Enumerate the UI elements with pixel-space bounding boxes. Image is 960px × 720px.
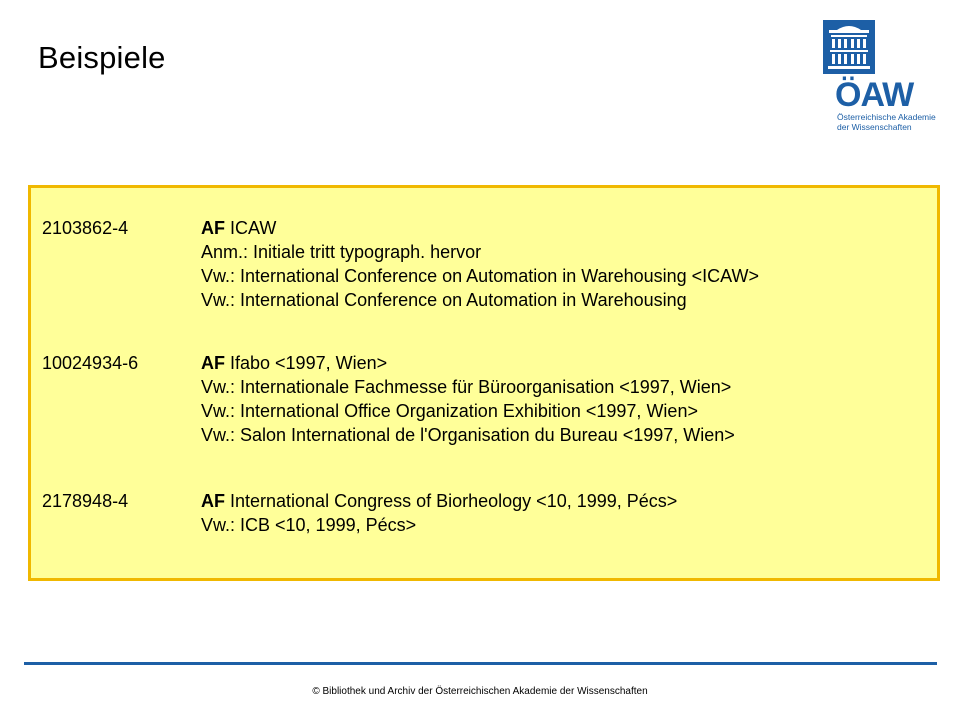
af-line — [201, 489, 677, 513]
logo-subtitle — [837, 112, 936, 132]
af-line — [201, 216, 759, 240]
footer-divider — [24, 662, 937, 665]
af-line — [201, 351, 735, 375]
af-keyword: AF — [201, 491, 225, 511]
page-title: Beispiele — [38, 40, 166, 75]
record-id: 10024934-6 — [42, 353, 139, 373]
logo-subtitle-line: Österreichische Akademie — [837, 112, 936, 122]
logo-wordmark: ÖAW — [835, 76, 914, 114]
building-icon — [823, 20, 875, 74]
logo-subtitle-line: der Wissenschaften — [837, 122, 912, 132]
af-text: Ifabo <1997, Wien> — [225, 353, 388, 373]
af-text: ICAW — [225, 218, 277, 238]
oaw-logo — [823, 20, 943, 130]
record-fields — [201, 351, 735, 447]
record-line: Vw.: Salon International de l'Organisation du Bureau <1997, Wien> — [201, 425, 735, 445]
record-fields — [201, 489, 677, 537]
af-text: International Congress of Biorheology <10, 1999, Pécs> — [225, 491, 678, 511]
record-line: Vw.: ICB <10, 1999, Pécs> — [201, 515, 417, 535]
record-line: Vw.: International Office Organization Exhibition <1997, Wien> — [201, 401, 698, 421]
record-line: Anm.: Initiale tritt typograph. hervor — [201, 242, 482, 262]
record-id: 2103862-4 — [42, 218, 129, 238]
af-keyword: AF — [201, 353, 225, 373]
record-line: Vw.: International Conference on Automation in Warehousing <ICAW> — [201, 266, 759, 286]
record-id: 2178948-4 — [42, 491, 129, 511]
record-fields — [201, 216, 759, 312]
record-line: Vw.: International Conference on Automation in Warehousing — [201, 290, 687, 310]
af-keyword: AF — [201, 218, 225, 238]
footer-copyright: © Bibliothek und Archiv der Österreichischen Akademie der Wissenschaften — [312, 686, 648, 697]
record-list — [28, 185, 940, 581]
record-line: Vw.: Internationale Fachmesse für Büroorganisation <1997, Wien> — [201, 377, 732, 397]
